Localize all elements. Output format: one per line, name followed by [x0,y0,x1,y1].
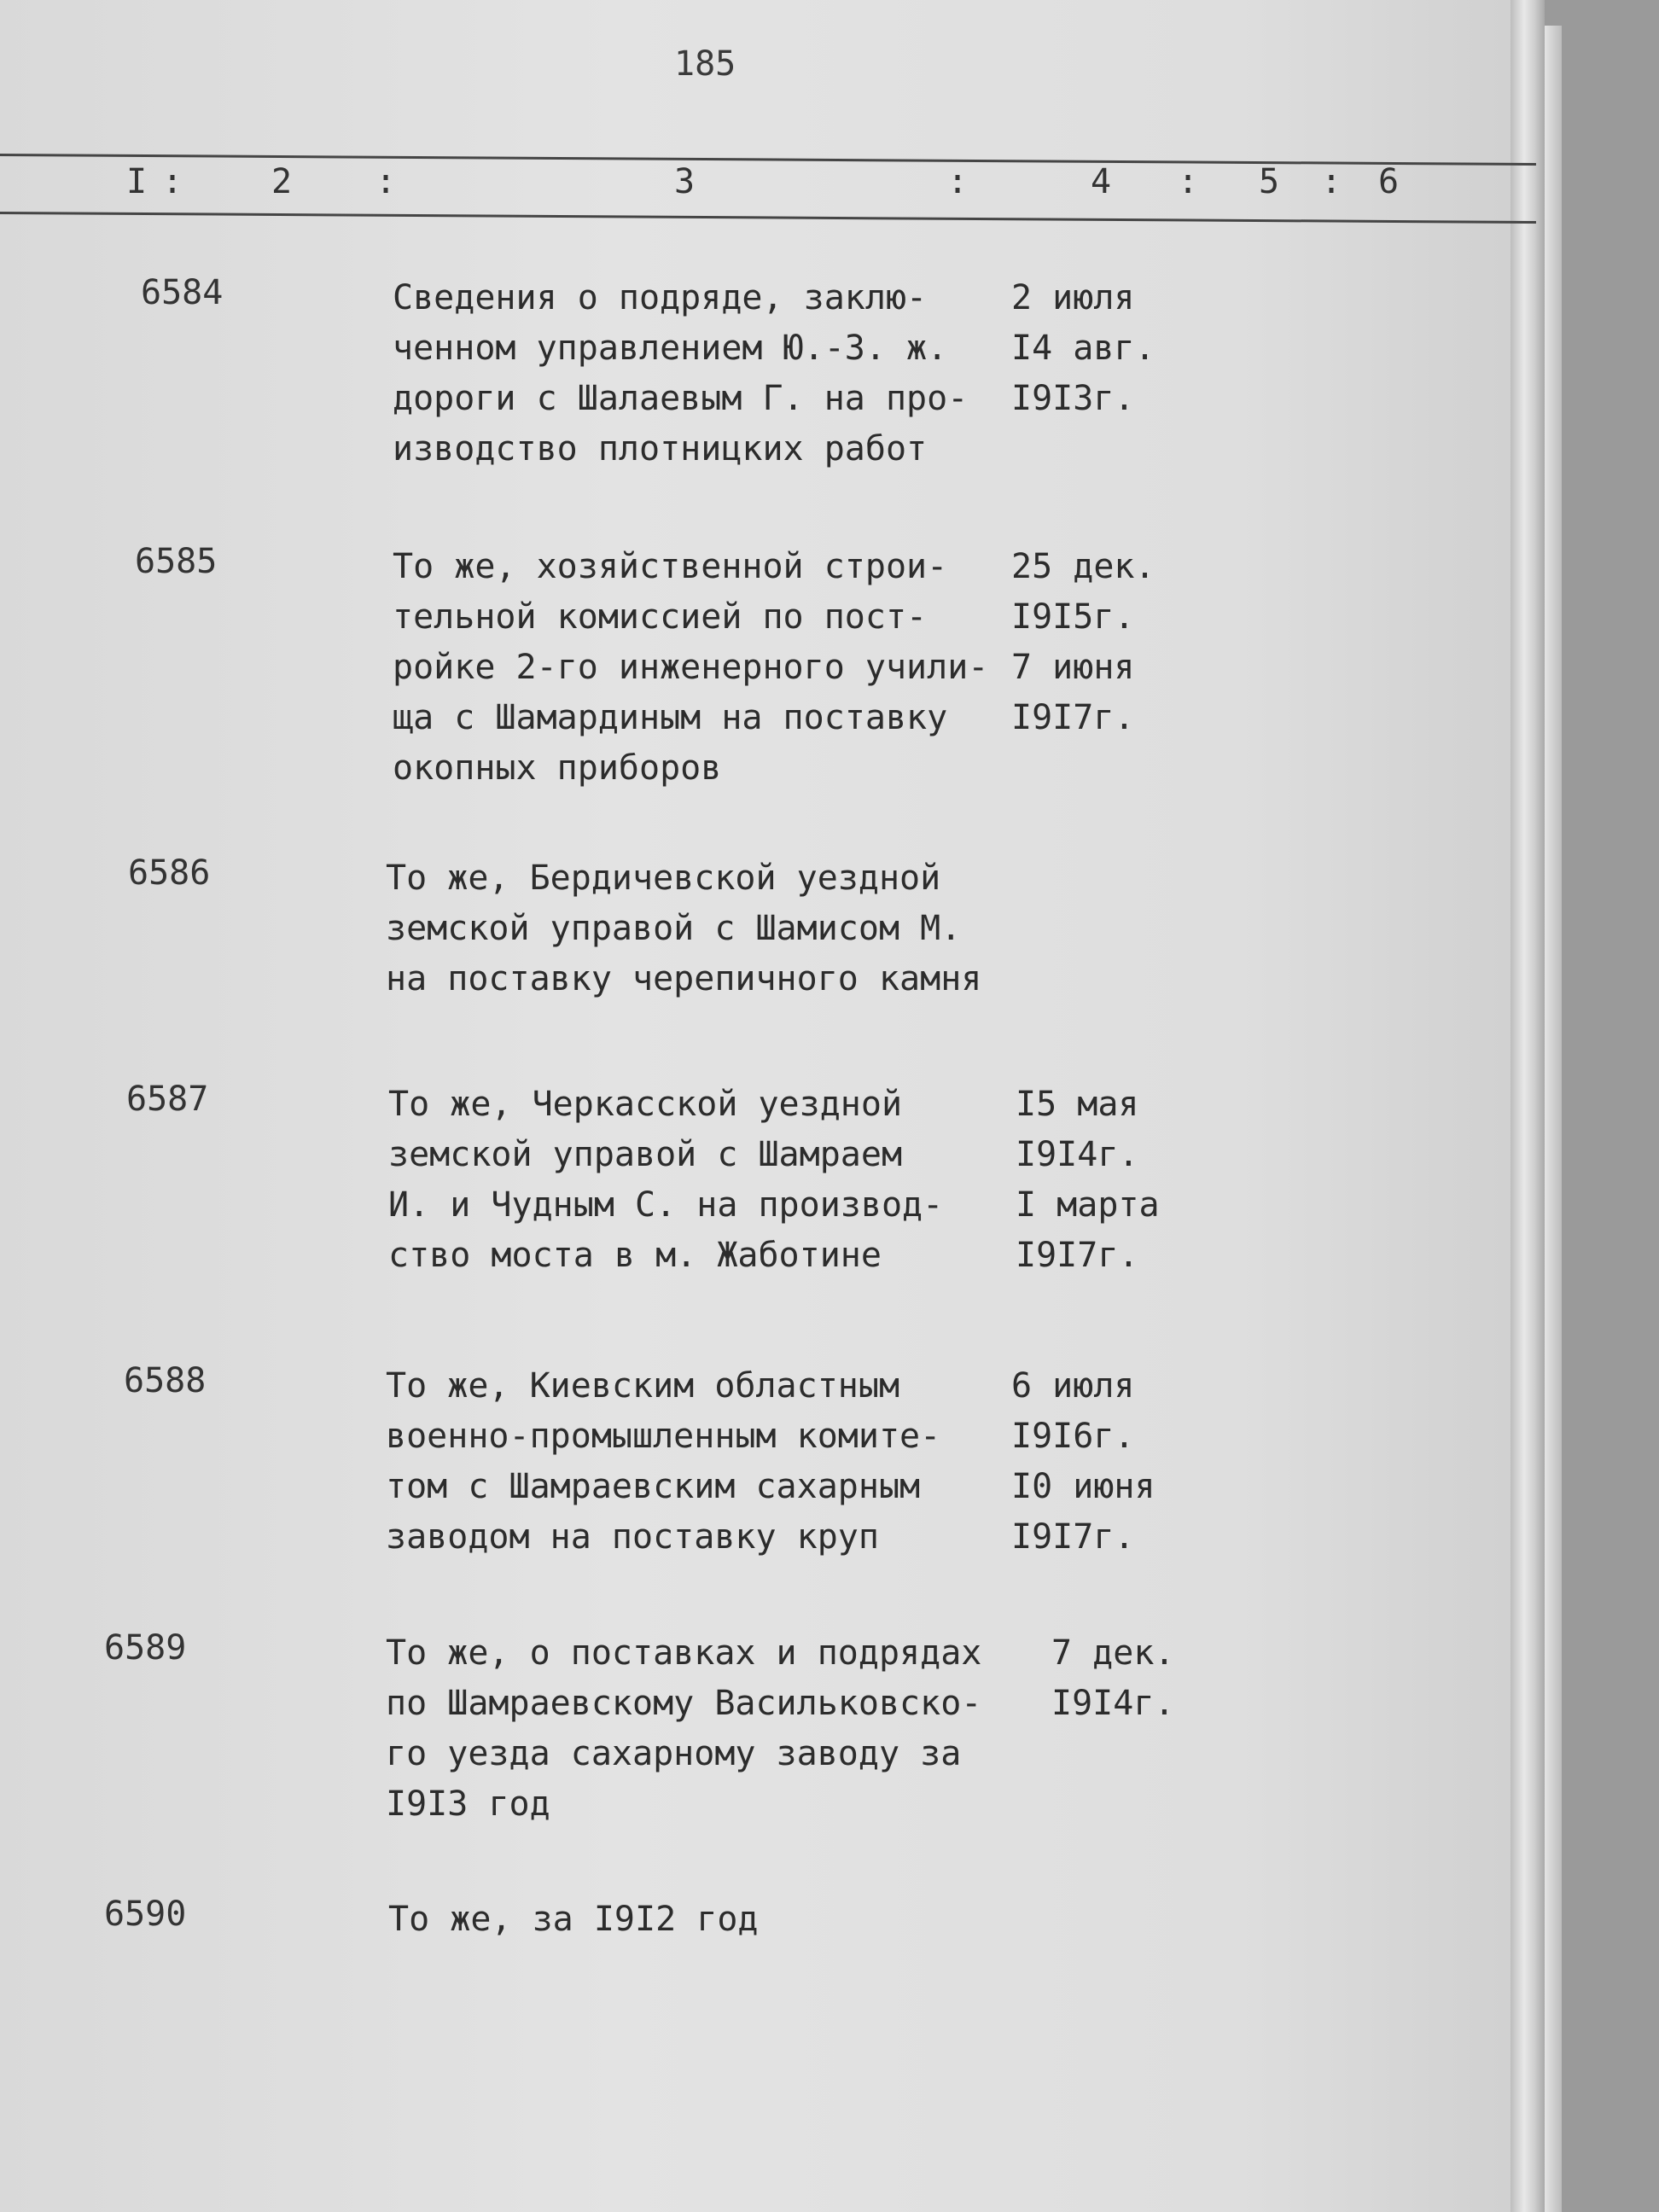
page-stack-edge [1545,26,1562,2212]
entry-number: 6584 [141,273,224,312]
entry-dates: 25 дек. I9I5г. 7 июня I9I7г. [1011,547,1155,737]
entry-description: То же, Бердичевской уездной земской управой с Шамисом М. на поставку черепичного камня [386,859,982,998]
column-header-5: 5 [1259,162,1280,201]
entry-description: То же, хозяйственной строи- тельной комиссией по пост- ройке 2-го инженерного учили- ща с Шамардиным на поставку окопных приборов [393,547,989,788]
column-header-separator: : [947,162,969,201]
entry-number: 6586 [128,853,211,893]
column-header-6: 6 [1378,162,1400,201]
column-header-separator: : [162,162,183,201]
page-stack-edge [1511,0,1545,2212]
entry-number: 6590 [104,1895,187,1934]
page-number: 185 [674,44,736,84]
entry-description: То же, о поставках и подрядах по Шамраевскому Васильковско- го уезда сахарному заводу за I9I3 год [386,1633,982,1824]
column-header-3: 3 [674,162,696,201]
entry-dates: 6 июля I9I6г. I0 июня I9I7г. [1011,1366,1155,1557]
column-header-1: I [126,162,148,201]
column-header-4: 4 [1091,162,1112,201]
header-rule-bottom [0,212,1536,224]
entry-number: 6588 [124,1361,207,1400]
column-header-separator: : [1178,162,1199,201]
entry-dates: 7 дек. I9I4г. [1051,1633,1175,1723]
entry-dates: I5 мая I9I4г. I марта I9I7г. [1016,1085,1160,1275]
entry-dates: 2 июля I4 авг. I9I3г. [1011,278,1155,418]
entry-description: То же, за I9I2 год [388,1900,759,1939]
entry-number: 6585 [135,542,218,581]
entry-description: То же, Черкасской уездной земской управой с Шамраем И. и Чудным С. на производ- ство моста в м. Жаботине [388,1085,944,1275]
column-header-separator: : [375,162,397,201]
column-header-separator: : [1321,162,1342,201]
entry-description: То же, Киевским областным военно-промышленным комите- том с Шамраевским сахарным заводом на поставку круп [386,1366,941,1557]
column-header-2: 2 [271,162,293,201]
entry-description: Сведения о подряде, заклю- ченном управлением Ю.-З. ж. дороги с Шалаевым Г. на про- изводство плотницких работ [393,278,969,469]
entry-number: 6587 [126,1080,209,1119]
entry-number: 6589 [104,1628,187,1668]
header-rule-top [0,154,1536,166]
